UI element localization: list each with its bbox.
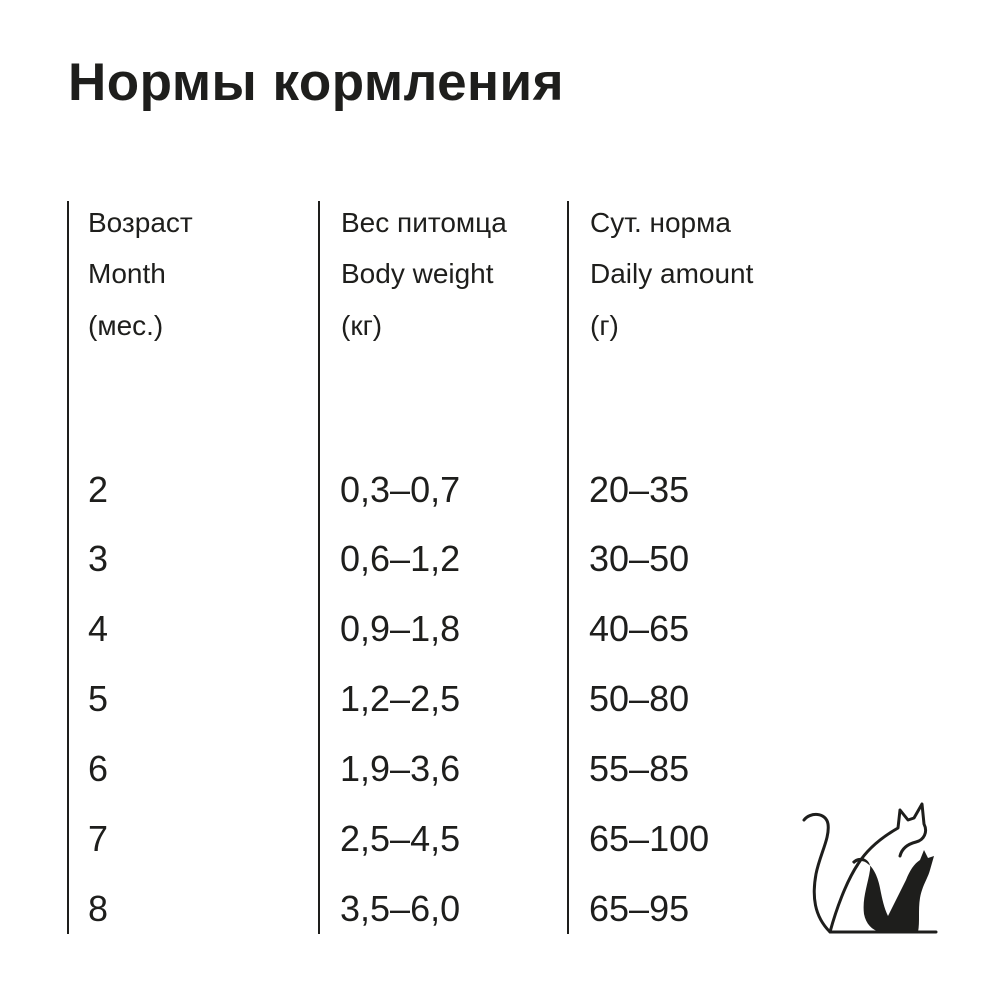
age-header-en: Month (88, 258, 166, 289)
column-divider (318, 201, 320, 934)
column-divider (567, 201, 569, 934)
cats-silhouette-icon (796, 798, 946, 938)
amount-cell: 40–65 (589, 608, 690, 649)
age-header-unit: (мес.) (88, 310, 164, 341)
weight-cell: 3,5–6,0 (340, 888, 461, 929)
amount-header-en: Daily amount (590, 258, 754, 289)
age-cell: 8 (88, 888, 109, 929)
weight-header-unit: (кг) (341, 310, 383, 341)
weight-cell: 0,9–1,8 (340, 608, 461, 649)
age-cell: 6 (88, 748, 109, 789)
amount-cell: 50–80 (589, 678, 690, 719)
age-cell: 2 (88, 469, 109, 510)
weight-cell: 0,3–0,7 (340, 469, 461, 510)
age-cell: 3 (88, 538, 109, 579)
weight-cell: 1,2–2,5 (340, 678, 461, 719)
column-divider (67, 201, 69, 934)
weight-header-en: Body weight (341, 258, 494, 289)
weight-header-ru: Вес питомца (341, 207, 507, 238)
amount-cell: 55–85 (589, 748, 690, 789)
weight-cell: 2,5–4,5 (340, 818, 461, 859)
amount-header-ru: Сут. норма (590, 207, 731, 238)
amount-cell: 20–35 (589, 469, 690, 510)
weight-cell: 0,6–1,2 (340, 538, 461, 579)
amount-cell: 65–100 (589, 818, 710, 859)
age-header-ru: Возраст (88, 207, 193, 238)
amount-cell: 65–95 (589, 888, 690, 929)
amount-header-unit: (г) (590, 310, 619, 341)
age-cell: 7 (88, 818, 109, 859)
age-cell: 5 (88, 678, 109, 719)
page-title: Нормы кормления (68, 53, 565, 112)
amount-cell: 30–50 (589, 538, 690, 579)
age-cell: 4 (88, 608, 109, 649)
weight-cell: 1,9–3,6 (340, 748, 461, 789)
